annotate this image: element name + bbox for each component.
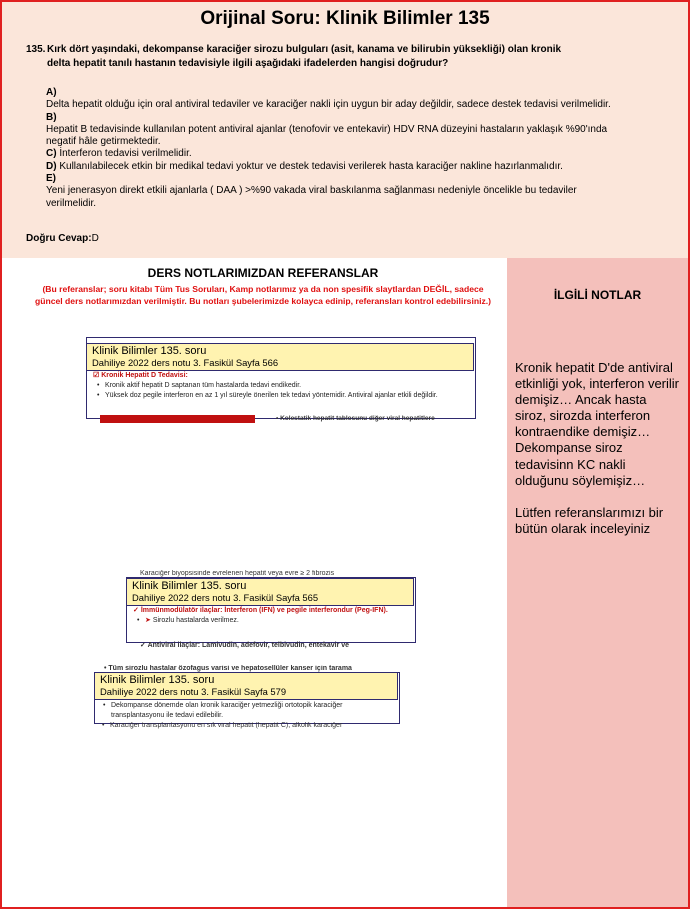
slide-header-title: Klinik Bilimler 135. soru [132,580,247,592]
slide-section-title: ☑ Kronik Hepatit D Tedavisi: [93,372,188,379]
slide-header-title: Klinik Bilimler 135. soru [92,345,207,357]
options-list [46,87,616,210]
slide-bullet: • Kronik aktif hepatit D saptanan tüm hastalarda tedavi endikedir. [93,381,463,391]
slide-header-source: Dahiliye 2022 ders notu 3. Fasikül Sayfa 579 [100,686,287,697]
option-letter: E) [46,173,56,185]
slide-footer-text: Antiviral ilaçlar: Lamivudin, adefovir, telbivudin, entekavir ve [147,642,350,649]
slide-footer-text: Kolestatik hepatit tablosunu diğer viral hepatitlere [280,415,435,422]
red-divider [100,415,255,423]
slide-body [99,701,395,721]
option-e [46,173,616,210]
slide-bullet: • ➤ Sirozlu hastalarda verilmez. [133,616,409,626]
slide-section-text: İmmünmodülatör ilaçlar: İnterferon (IFN) ve pegile interferondur (Peg-IFN). [140,607,388,614]
slide-header-title: Klinik Bilimler 135. soru [100,674,215,686]
related-notes-body [515,360,681,537]
option-letter: B) [46,111,57,123]
option-letter: A) [46,87,57,98]
references-note: (Bu referanslar; soru kitabı Tüm Tus Soruları, Kamp notlarımız ya da non spesifik slaytlardan DEĞİL, sadece güncel ders notlarımızdan verilmiştir. Bu notları şubelerimizde kolayca edinip, referansları kontrol edebilirsiniz.) [34,284,492,306]
option-d [46,161,616,173]
slide-top-cut: Karaciğer biyopsisinde evrelenen hepatit veya evre ≥ 2 fibrozis [140,570,335,577]
slide-bullet-text: Sirozlu hastalarda verilmez. [152,617,239,624]
option-c [46,148,616,160]
answer-label: Doğru Cevap: [26,233,92,244]
slide-header-3 [94,672,398,700]
slide-header-source: Dahiliye 2022 ders notu 3. Fasikül Sayfa 566 [92,357,279,368]
slide-top-cut-text: Tüm sirozlu hastalar özofagus varisi ve hepatosellüler kanser için tarama [108,665,352,672]
slide-body [93,371,463,401]
related-notes-text-2: Lütfen referanslarımızı bir bütün olarak inceleyiniz [515,504,664,536]
question-text: Kırk dört yaşındaki, dekompanse karaciğer sirozu bulguları (asit, kanama ve bilirubin yüksekliği) olan kronik delta hepatit tanılı hastanın tedavisiyle ilgili aşağıdaki ifadelerden hangisi doğrudur? [47,44,562,69]
slide-bullet: • Yüksek doz pegile interferon en az 1 yıl süreyle önerilen tek tedavi yöntemidir. Antiviral ajanlar etkili değildir. [93,391,463,401]
option-text: Delta hepatit olduğu için oral antiviral tedaviler ve karaciğer nakli için uygun bir aday değildir, sadece destek tedavisi verilmelidir. [46,99,611,111]
slide-footer-cut: ✓ Antiviral ilaçlar: Lamivudin, adefovir, telbivudin, entekavir ve [140,642,350,649]
option-letter: D) [46,160,57,172]
related-notes-panel [507,258,688,907]
slide-top-cut: • Tüm sirozlu hastalar özofagus varisi ve hepatosellüler kanser için tarama [104,665,352,672]
references-title: DERS NOTLARIMIZDAN REFERANSLAR [147,266,379,280]
option-letter: C) [46,148,57,160]
question-number: 135. [26,44,46,55]
related-notes-text: Kronik hepatit D'de antiviral etkinliği yok, interferon verilir demişiz… Ancak hasta siroz, sirozda interferon kontraendike demişiz… Dekompanse siroz tedavisinn KC nakli olduğunu söylemişiz… [515,360,680,488]
option-text: İnterferon tedavisi verilmelidir. [59,148,192,160]
slide-section-text: Kronik Hepatit D Tedavisi: [101,372,188,379]
option-a [46,87,616,112]
option-text: Kullanılabilecek etkin bir medikal tedavi yoktur ve destek tedavisi verilerek hasta karaciğer nakline hazırlanmalıdır. [59,160,563,172]
slide-header-1 [86,343,474,371]
option-b [46,112,616,149]
answer-value: D [91,233,99,244]
slide-footer-cut: • Kolestatik hepatit tablosunu diğer viral hepatitlere [276,415,435,422]
option-text: Yeni jenerasyon direkt etkili ajanlarla ( DAA ) >%90 vakada viral baskılanma sağlanması nedeniyle öncelikle bu tedaviler verilmelidir. [46,185,577,209]
slide-bullet: • Dekompanse dönemde olan kronik karaciğer yetmezliği ortotopik karaciğer transplantasyonu ile tedavi edilebilir. [99,701,395,721]
correct-answer [26,233,99,244]
slide-header-source: Dahiliye 2022 ders notu 3. Fasikül Sayfa 565 [132,592,319,603]
question [26,43,586,71]
option-text: Hepatit B tedavisinde kullanılan potent antiviral ajanlar (tenofovir ve entekavir) HDV RNA düzeyini hastaların yaklaşık %90'ında negatif hâle getirmektedir. [46,123,608,148]
slide-section-title: ✓ İmmünmodülatör ilaçlar: İnterferon (IFN) ve pegile interferondur (Peg-IFN). [133,607,388,614]
page-title: Orijinal Soru: Klinik Bilimler 135 [200,8,490,29]
slide-body [133,606,409,626]
question-panel [2,2,688,258]
related-notes-title: İLGİLİ NOTLAR [553,288,642,302]
slide-bullet: • Karaciğer transplantasyonu en sık viral hepatit (hepatit C), alkolik karaciğer [98,722,400,729]
slide-header-2 [126,578,414,606]
